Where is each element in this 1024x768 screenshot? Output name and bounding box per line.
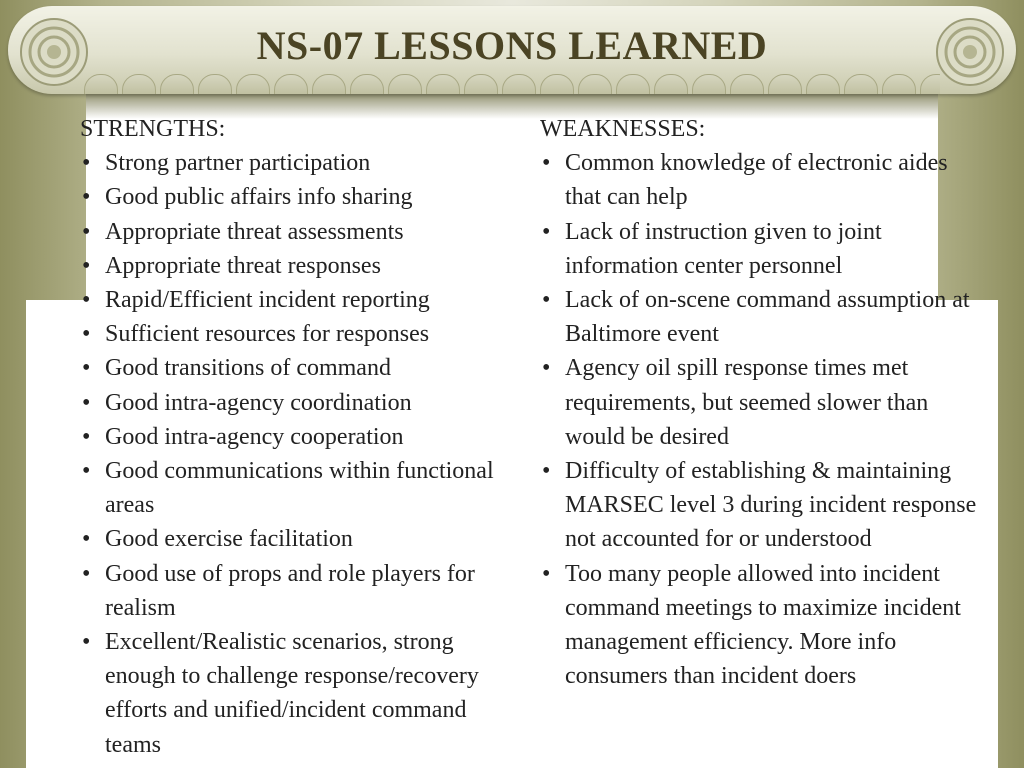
- list-item: • Excellent/Realistic scenarios, strong enough to challenge response/recovery efforts and unified/incident command teams: [80, 625, 520, 762]
- list-item: • Good public affairs info sharing: [80, 180, 520, 214]
- list-item: • Difficulty of establishing & maintaining MARSEC level 3 during incident response not accounted for or understood: [540, 454, 980, 557]
- list-item: • Agency oil spill response times met requirements, but seemed slower than would be desired: [540, 351, 980, 454]
- weaknesses-column: [540, 112, 980, 693]
- strengths-list: [80, 146, 520, 762]
- list-item: • Appropriate threat responses: [80, 249, 520, 283]
- list-item: • Good exercise facilitation: [80, 522, 520, 556]
- list-item: • Lack of instruction given to joint information center personnel: [540, 215, 980, 283]
- list-item: • Appropriate threat assessments: [80, 215, 520, 249]
- strengths-heading: STRENGTHS:: [80, 116, 226, 142]
- list-item: • Common knowledge of electronic aides that can help: [540, 146, 980, 214]
- list-item: • Lack of on-scene command assumption at Baltimore event: [540, 283, 980, 351]
- capital-dentils: [84, 74, 940, 94]
- strengths-column: [80, 112, 520, 762]
- slide-title: NS-07 LESSONS LEARNED: [256, 23, 768, 68]
- list-item: • Sufficient resources for responses: [80, 317, 520, 351]
- list-item: • Good transitions of command: [80, 351, 520, 385]
- list-item: • Good use of props and role players for realism: [80, 557, 520, 625]
- weaknesses-list: [540, 146, 980, 693]
- weaknesses-heading: WEAKNESSES:: [540, 116, 706, 142]
- list-item: • Good communications within functional areas: [80, 454, 520, 522]
- list-item: • Strong partner participation: [80, 146, 520, 180]
- list-item: • Good intra-agency cooperation: [80, 420, 520, 454]
- list-item: • Good intra-agency coordination: [80, 386, 520, 420]
- list-item: • Too many people allowed into incident command meetings to maximize incident management efficiency. More info consumers than incident doers: [540, 557, 980, 694]
- list-item: • Rapid/Efficient incident reporting: [80, 283, 520, 317]
